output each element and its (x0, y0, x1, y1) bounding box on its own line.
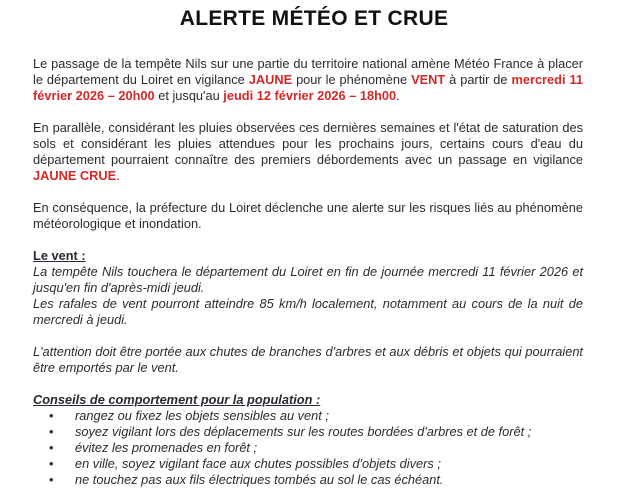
flood-text-1: En parallèle, considérant les pluies observées ces dernières semaines et l'état de saturation des sols et considérant les pluies attendues pour les prochains jours, certains cours d'eau du département pourraient connaître des premiers débordements avec un passage en vigilance (33, 120, 583, 167)
intro-text-5: . (396, 88, 400, 103)
wind-paragraph-1: La tempête Nils touchera le département du Loiret en fin de journée mercredi 11 février 2026 et jusqu'en fin d'après-midi jeudi. (33, 264, 583, 295)
flood-paragraph (33, 120, 583, 184)
bullet-icon: • (49, 472, 54, 487)
intro-text-2: pour le phénomène (292, 72, 412, 87)
advice-heading: Conseils de comportement pour la population : (33, 392, 321, 407)
bullet-icon: • (49, 424, 54, 439)
flood-vigilance-level: JAUNE CRUE (33, 168, 117, 183)
phenomenon-label: VENT (411, 72, 446, 87)
intro-text-3: à partir de (445, 72, 512, 87)
bullet-icon: • (49, 456, 54, 471)
advice-item-text: ne touchez pas aux fils électriques tombés au sol le cas échéant. (75, 472, 444, 487)
intro-paragraph (33, 56, 583, 104)
vigilance-level: JAUNE (248, 72, 293, 87)
advice-item-text: en ville, soyez vigilant face aux chutes possibles d'objets divers ; (75, 456, 441, 471)
intro-text-1: Le passage de la tempête Nils sur une partie du territoire national amène Météo France à placer le département du Loiret en vigilance (33, 56, 583, 87)
wind-heading: Le vent : (33, 248, 86, 263)
advice-item (33, 456, 583, 472)
advice-list (33, 408, 583, 488)
advice-item-text: soyez vigilant lors des déplacements sur les routes bordées d'arbres et de forêt ; (75, 424, 532, 439)
document-body (33, 56, 583, 488)
page-title: ALERTE MÉTÉO ET CRUE (179, 7, 449, 30)
wind-paragraph-3: L'attention doit être portée aux chutes de branches d'arbres et aux débris et objets qui pourraient être emportés par le vent. (33, 344, 583, 375)
advice-item (33, 440, 583, 456)
bullet-icon: • (49, 440, 54, 455)
end-date: jeudi 12 février 2026 – 18h00 (223, 88, 397, 103)
advice-item (33, 424, 583, 440)
advice-item (33, 472, 583, 488)
intro-text-4: et jusqu'au (154, 88, 224, 103)
start-date: mercredi 11 février 2026 – 20h00 (33, 72, 583, 103)
bullet-icon: • (49, 408, 54, 423)
advice-item-text: rangez ou fixez les objets sensibles au vent ; (75, 408, 329, 423)
advice-item (33, 408, 583, 424)
consequence-paragraph: En conséquence, la préfecture du Loiret déclenche une alerte sur les risques liés au phénomène météorologique et inondation. (33, 200, 583, 231)
advice-item-text: évitez les promenades en forêt ; (75, 440, 258, 455)
flood-text-2: . (116, 168, 120, 183)
wind-paragraph-2: Les rafales de vent pourront atteindre 85 km/h localement, notamment au cours de la nuit de mercredi à jeudi. (33, 296, 583, 327)
